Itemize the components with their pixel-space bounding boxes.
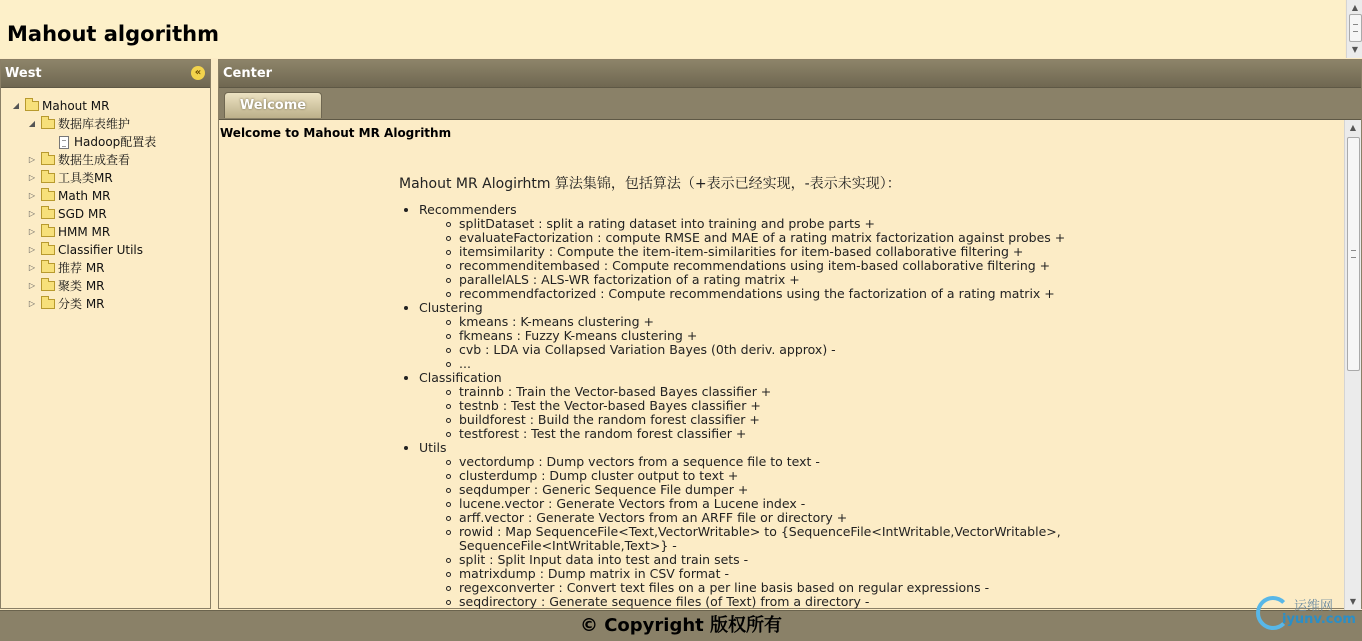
list-item: recommendfactorized : Compute recommendations using the factorization of a rating matrix + [459,287,1079,301]
list-item: lucene.vector : Generate Vectors from a Lucene index - [459,497,1079,511]
category-name: Utils [419,440,447,455]
collapsed-arrow-icon[interactable]: ▷ [28,155,36,164]
command-list [419,315,1079,371]
tree-node-tools-mr[interactable] [27,169,113,187]
folder-icon [41,227,55,237]
list-item: cvb : LDA via Collapsed Variation Bayes (0th deriv. approx) - [459,343,1079,357]
center-panel-header [219,60,1361,88]
folder-icon [41,281,55,291]
collapsed-arrow-icon[interactable]: ▷ [28,281,36,290]
list-item: parallelALS : ALS-WR factorization of a rating matrix + [459,273,1079,287]
list-item [419,203,1079,301]
watermark-text-bottom: iyunv.com [1282,612,1356,627]
tree-node-sgd-mr[interactable] [27,205,107,223]
collapsed-arrow-icon[interactable]: ▷ [28,299,36,308]
list-item: splitDataset : split a rating dataset into training and probe parts + [459,217,1079,231]
intro-text: Mahout MR Alogirhtm 算法集锦，包括算法（+表示已经实现，-表示未实现）： [399,176,901,192]
page-title: Mahout algorithm [7,22,219,46]
tree-node-mahout-mr[interactable] [11,97,109,115]
watermark-logo [1256,592,1356,636]
list-item: testforest : Test the random forest classifier + [459,427,1079,441]
tree-node-recommend-mr[interactable] [27,259,105,277]
tree-node-label: Mahout MR [42,99,110,113]
collapsed-arrow-icon[interactable]: ▷ [28,209,36,218]
tab-bar [219,88,1361,120]
scroll-thumb[interactable] [1349,14,1362,42]
list-item: matrixdump : Dump matrix in CSV format - [459,567,1079,581]
watermark-text-top: 运维网 [1294,599,1334,614]
copyright-text: © Copyright 版权所有 [579,615,783,636]
collapsed-arrow-icon[interactable]: ▷ [28,173,36,182]
collapsed-arrow-icon[interactable]: ▷ [28,263,36,272]
folder-icon [41,173,55,183]
list-item: fkmeans : Fuzzy K-means clustering + [459,329,1079,343]
list-item: seqdirectory : Generate sequence files (of Text) from a directory - [459,595,1079,609]
content-scrollbar[interactable] [1344,120,1361,610]
list-item: split : Split Input data into test and train sets - [459,553,1079,567]
folder-icon [41,155,55,165]
tree-node-label: 聚类 MR [58,279,105,293]
scroll-down-arrow-icon[interactable]: ▼ [1349,597,1357,606]
list-item: buildforest : Build the random forest classifier + [459,413,1079,427]
list-item: evaluateFactorization : compute RMSE and MAE of a rating matrix factorization against probes + [459,231,1079,245]
category-name: Classification [419,370,502,385]
category-list [399,203,1079,609]
list-item: recommenditembased : Compute recommendations using item-based collaborative filtering + [459,259,1079,273]
tree-node-classifier-utils[interactable] [27,241,143,259]
tree-node-label: 数据生成查看 [58,153,131,167]
folder-icon [41,209,55,219]
page-scrollbar[interactable] [1346,0,1362,58]
list-item: arff.vector : Generate Vectors from an ARFF file or directory + [459,511,1079,525]
tree-node-label: 推荐 MR [58,261,105,275]
center-panel-title: Center [223,66,273,81]
tree-node-label: 分类 MR [58,297,105,311]
collapsed-arrow-icon[interactable]: ▷ [28,227,36,236]
category-name: Recommenders [419,202,517,217]
west-panel-title: West [5,66,42,81]
tree-node-hadoop-config[interactable] [59,133,156,151]
tree-node-label: Hadoop配置表 [74,135,157,149]
list-item: seqdumper : Generic Sequence File dumper + [459,483,1079,497]
collapsed-arrow-icon[interactable]: ▷ [28,191,36,200]
west-panel [0,59,211,609]
list-item: itemsimilarity : Compute the item-item-similarities for item-based collaborative filtering + [459,245,1079,259]
list-item: testnb : Test the Vector-based Bayes classifier + [459,399,1079,413]
scroll-up-arrow-icon[interactable]: ▲ [1349,123,1357,132]
folder-icon [41,299,55,309]
folder-icon [41,191,55,201]
list-item: vectordump : Dump vectors from a sequence file to text - [459,455,1079,469]
scroll-down-arrow-icon[interactable]: ▼ [1351,45,1359,54]
collapsed-arrow-icon[interactable]: ▷ [28,245,36,254]
north-region [0,0,1345,58]
expanded-arrow-icon[interactable]: ◢ [12,101,20,110]
folder-icon [41,263,55,273]
list-item: ... [459,357,1079,371]
tree-node-label: 数据库表维护 [58,117,131,131]
tree-node-cluster-mr[interactable] [27,277,105,295]
scroll-up-arrow-icon[interactable]: ▲ [1351,3,1359,12]
list-item: clusterdump : Dump cluster output to text + [459,469,1079,483]
tree-node-data-view[interactable] [27,151,130,169]
tree-node-db-maintenance[interactable] [27,115,130,133]
list-item: regexconverter : Convert text files on a per line basis based on regular expressions - [459,581,1079,595]
command-list [419,455,1079,609]
command-list [419,385,1079,441]
welcome-heading: Welcome to Mahout MR Alogrithm [220,126,452,140]
footer [0,610,1362,641]
expanded-arrow-icon[interactable]: ◢ [28,119,36,128]
folder-open-icon [41,119,55,129]
tree-node-math-mr[interactable] [27,187,111,205]
tree-node-hmm-mr[interactable] [27,223,110,241]
west-panel-header [1,60,210,88]
tree-node-classify-mr[interactable] [27,295,105,313]
list-item: kmeans : K-means clustering + [459,315,1079,329]
list-item [419,371,1079,441]
center-panel [218,59,1362,609]
collapse-left-icon[interactable]: « [191,66,205,80]
folder-open-icon [25,101,39,111]
list-item [419,301,1079,371]
list-item: rowid : Map SequenceFile<Text,VectorWritable> to {SequenceFile<IntWritable,VectorWritable>, SequenceFile<IntWritable,Text>} - [459,525,1079,553]
command-list [419,217,1079,301]
tab-welcome[interactable]: Welcome [224,92,322,118]
category-name: Clustering [419,300,483,315]
welcome-content [219,120,1361,610]
scroll-thumb[interactable] [1347,137,1360,371]
tree-node-label: 工具类MR [58,171,113,185]
tree-node-label: SGD MR [58,207,107,221]
folder-icon [41,245,55,255]
tree-node-label: Classifier Utils [58,243,144,257]
tree-node-label: HMM MR [58,225,111,239]
tree-node-label: Math MR [58,189,111,203]
list-item [419,441,1079,609]
file-icon [59,136,69,149]
list-item: trainnb : Train the Vector-based Bayes classifier + [459,385,1079,399]
